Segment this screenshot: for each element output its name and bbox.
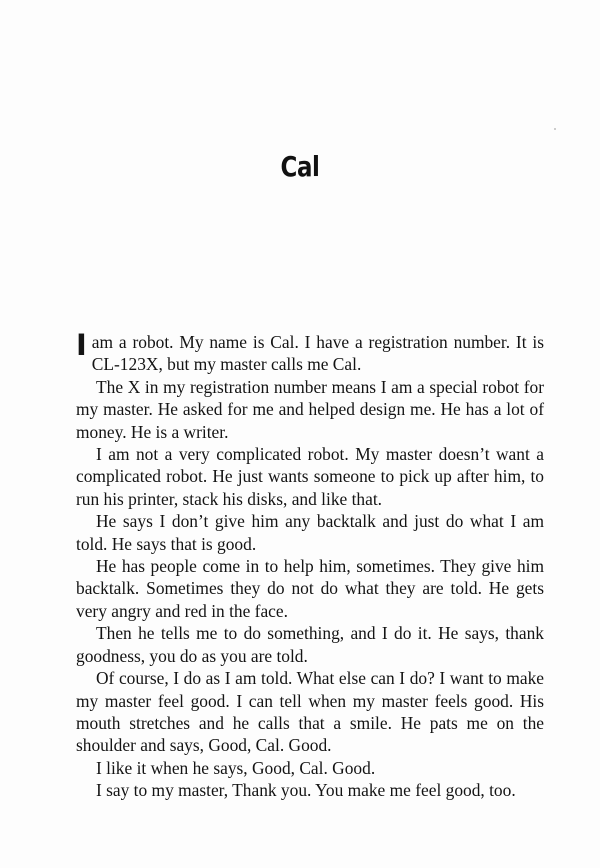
chapter-title: Cal — [280, 150, 320, 183]
paragraph-9: I say to my master, Thank you. You make me feel good, too. — [96, 780, 516, 801]
paragraph-3: I am not a very complicated robot. My master doesn’t want a complicated robot. He just wants someone to pick up after him, to run his printer, stack his disks, and like that. — [76, 444, 544, 509]
scan-speck — [554, 128, 556, 130]
paragraph-5: He has people come in to help him, sometimes. They give him backtalk. Sometimes they do not do what they are told. He gets very angry and red in the face. — [76, 556, 544, 621]
paragraph-8: I like it when he says, Good, Cal. Good. — [96, 757, 376, 778]
paragraph-1-text: am a robot. My name is Cal. I have a registration number. It is CL-123X, but my master calls me Cal. — [91, 332, 544, 375]
paragraph-4: He says I don’t give him any backtalk and just do what I am told. He says that is good. — [76, 511, 544, 554]
drop-cap: I — [76, 328, 87, 362]
paragraph-7: Of course, I do as I am told. What else can I do? I want to make my master feel good. I can tell when my master feels good. His mouth stretches and he calls that a smile. He pats me on the shoulder and says, Good, Cal. Good. — [76, 668, 544, 756]
paragraph-2: The X in my registration number means I am a special robot for my master. He asked for me and helped design me. He has a lot of money. He is a writer. — [76, 376, 544, 442]
chapter-body — [76, 328, 544, 802]
paragraph-6: Then he tells me to do something, and I do it. He says, thank goodness, you do as you are told. — [76, 623, 544, 666]
paragraph-1 — [76, 328, 544, 376]
